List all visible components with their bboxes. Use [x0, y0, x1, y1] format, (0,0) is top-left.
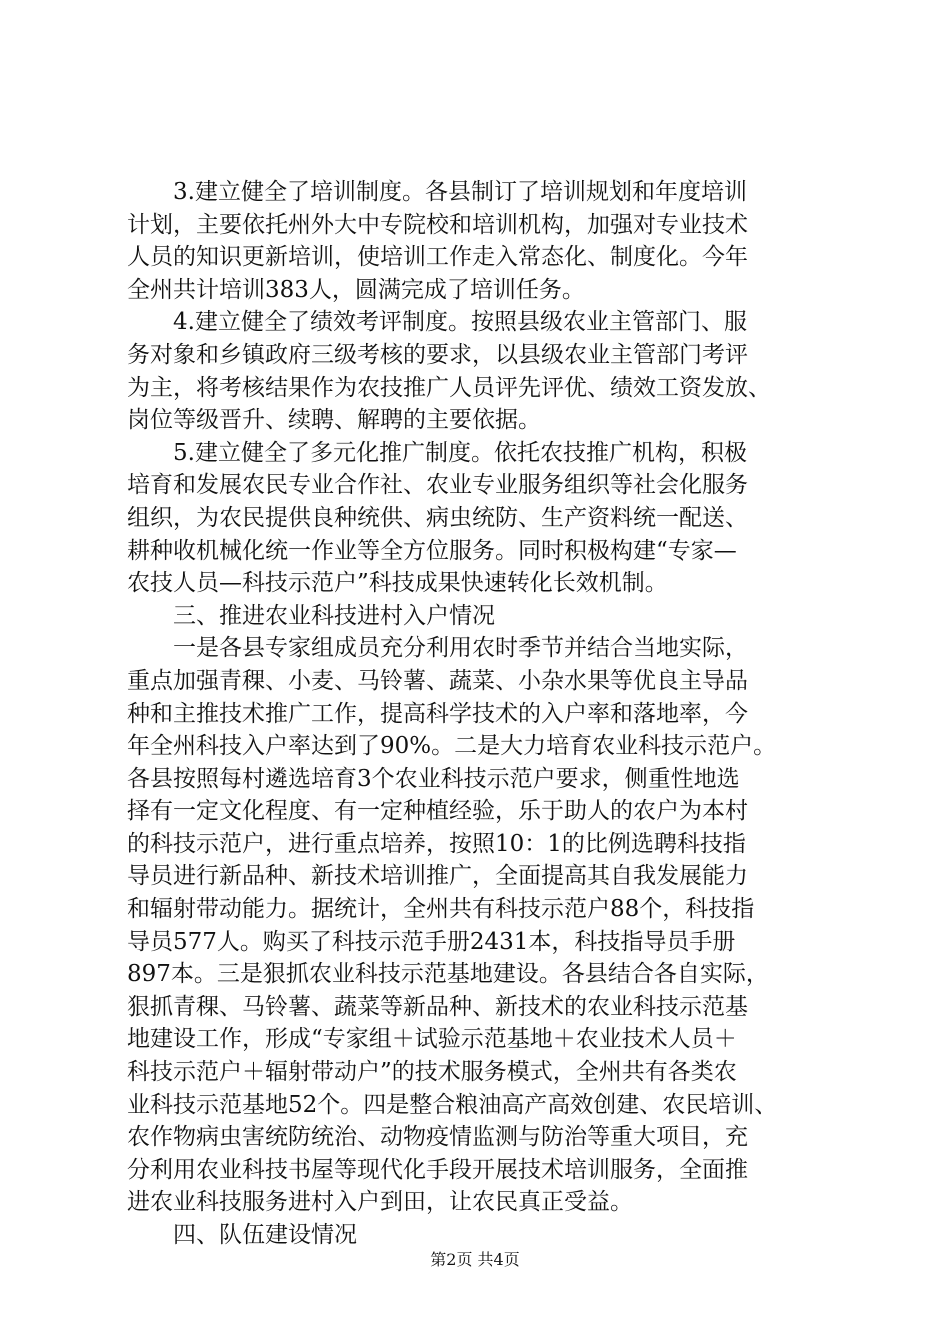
document-body [127, 176, 832, 1252]
text-line: 择有一定文化程度、有一定种植经验，乐于助人的农户为本村 [127, 798, 748, 825]
text-line: 5.建立健全了多元化推广制度。依托农技推广机构，积极 [173, 439, 747, 466]
text-line: 岗位等级晋升、续聘、解聘的主要依据。 [127, 407, 541, 434]
section-heading: 四、队伍建设情况 [173, 1222, 357, 1248]
text-line: 导员577人。购买了科技示范手册2431本，科技指导员手册 [127, 928, 736, 955]
text-line: 地建设工作，形成“专家组＋试验示范基地＋农业技术人员＋ [127, 1026, 737, 1053]
page-number-label: 第2页 共4页 [430, 1250, 520, 1269]
text-line: 务对象和乡镇政府三级考核的要求，以县级农业主管部门考评 [127, 341, 748, 368]
text-line: 业科技示范基地52个。四是整合粮油高产高效创建、农民培训、 [127, 1091, 778, 1118]
paragraph-training-system [127, 176, 832, 306]
page-footer [0, 1248, 950, 1272]
text-line: 科技示范户＋辐射带动户”的技术服务模式，全州共有各类农 [127, 1059, 737, 1086]
text-line: 导员进行新品种、新技术培训推广，全面提高其自我发展能力 [127, 863, 748, 890]
text-line: 农技人员—科技示范户”科技成果快速转化长效机制。 [127, 570, 668, 597]
section-heading: 三、推进农业科技进村入户情况 [173, 602, 495, 629]
paragraph-diversified-promotion [127, 437, 832, 600]
text-line: 年全州科技入户率达到了90%。二是大力培育农业科技示范户。 [127, 733, 777, 760]
text-line: 一是各县专家组成员充分利用农时季节并结合当地实际， [173, 635, 748, 662]
text-line: 计划，主要依托州外大中专院校和培训机构，加强对专业技术 [127, 211, 748, 238]
text-line: 农作物病虫害统防统治、动物疫情监测与防治等重大项目，充 [127, 1124, 748, 1151]
text-line: 全州共计培训383人，圆满完成了培训任务。 [127, 276, 585, 303]
paragraph-technology-to-villages [127, 632, 832, 1219]
text-line: 4.建立健全了绩效考评制度。按照县级农业主管部门、服 [173, 309, 747, 336]
section-heading-4 [127, 1219, 832, 1252]
text-line: 重点加强青稞、小麦、马铃薯、蔬菜、小杂水果等优良主导品 [127, 667, 748, 694]
text-line: 种和主推技术推广工作，提高科学技术的入户率和落地率，今 [127, 700, 748, 727]
text-line: 组织，为农民提供良种统供、病虫统防、生产资料统一配送、 [127, 504, 748, 531]
section-heading-3 [127, 600, 832, 633]
text-line: 耕种收机械化统一作业等全方位服务。同时积极构建“专家— [127, 537, 737, 564]
text-line: 各县按照每村遴选培育3个农业科技示范户要求，侧重性地选 [127, 765, 740, 792]
text-line: 和辐射带动能力。据统计，全州共有科技示范户88个，科技指 [127, 896, 755, 923]
text-line: 进农业科技服务进村入户到田，让农民真正受益。 [127, 1189, 633, 1216]
text-line: 3.建立健全了培训制度。各县制订了培训规划和年度培训 [173, 179, 747, 205]
text-line: 分利用农业科技书屋等现代化手段开展技术培训服务，全面推 [127, 1156, 748, 1183]
text-line: 的科技示范户，进行重点培养，按照10：1的比例选聘科技指 [127, 830, 746, 857]
text-line: 狠抓青稞、马铃薯、蔬菜等新品种、新技术的农业科技示范基 [127, 993, 748, 1020]
paragraph-performance-evaluation [127, 306, 832, 436]
text-line: 为主，将考核结果作为农技推广人员评先评优、绩效工资发放、 [127, 374, 771, 401]
text-line: 培育和发展农民专业合作社、农业专业服务组织等社会化服务 [127, 472, 748, 499]
text-line: 人员的知识更新培训，使培训工作走入常态化、制度化。今年 [127, 244, 748, 271]
text-line: 897本。三是狠抓农业科技示范基地建设。各县结合各自实际， [127, 961, 769, 988]
